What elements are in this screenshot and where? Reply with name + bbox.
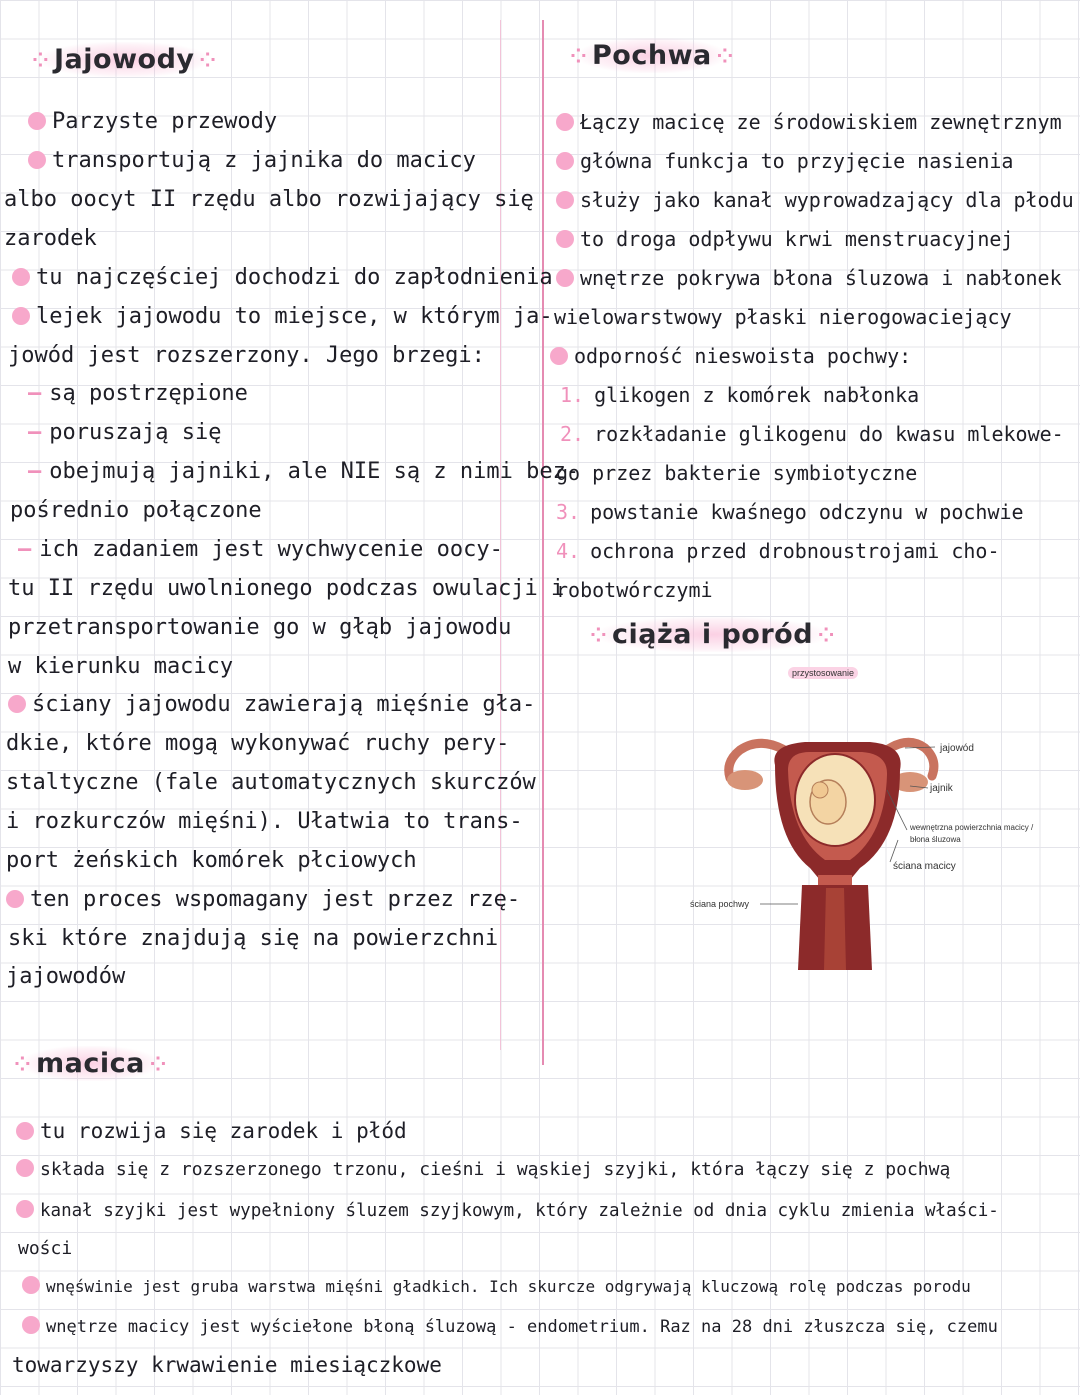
line-text: ich zadaniem jest wychwycenie oocy- xyxy=(39,537,503,562)
list-item xyxy=(6,881,520,919)
text-line: zarodek xyxy=(4,226,97,251)
bullet-dot xyxy=(28,112,46,130)
section-title-ciaza: ⁘ ciąża i poród ⁘ xyxy=(600,617,825,652)
bullet-dot xyxy=(16,1122,34,1140)
numbered-item xyxy=(556,493,1024,531)
bullet-dot xyxy=(556,269,574,287)
text-line: albo oocyt II rzędu albo rozwijający się xyxy=(4,187,534,212)
line-text: odporność nieswoista pochwy: xyxy=(574,344,912,368)
line-text: ten proces wspomagany jest przez rzę- xyxy=(30,887,521,912)
item-number: 3. xyxy=(556,500,581,524)
bullet-dot xyxy=(16,1200,34,1218)
dash-item xyxy=(28,375,248,413)
bullet-dot xyxy=(16,1159,34,1177)
label-sciana-macicy: ściana macicy xyxy=(893,861,956,872)
list-item xyxy=(28,142,476,180)
dash-item xyxy=(18,531,503,569)
line-text: tu najczęściej dochodzi do zapłodnienia xyxy=(36,265,553,290)
numbered-item xyxy=(560,415,1064,453)
label-sciana-pochwy: ściana pochwy xyxy=(690,899,750,909)
vaginal-canal xyxy=(824,888,846,970)
list-item xyxy=(16,1192,999,1230)
bullet-dot xyxy=(556,152,574,170)
text-line: w kierunku macicy xyxy=(8,654,234,679)
line-text: wnętrze pokrywa błona śluzowa i nabłonek xyxy=(580,266,1062,290)
list-item xyxy=(8,686,535,724)
list-item xyxy=(556,259,1062,297)
line-text: powstanie kwaśnego odczynu w pochwie xyxy=(590,500,1024,524)
line-text: Łączy macicę ze środowiskiem zewnętrznym xyxy=(580,110,1062,134)
line-text: glikogen z komórek nabłonka xyxy=(594,383,920,407)
line-text: Parzyste przewody xyxy=(52,109,278,134)
list-item xyxy=(16,1112,407,1150)
ovary-left xyxy=(727,770,763,790)
text-line: jowód jest rozszerzony. Jego brzegi: xyxy=(8,343,485,368)
numbered-item xyxy=(556,532,1000,570)
line-text: rozkładanie glikogenu do kwasu mlekowe- xyxy=(594,422,1064,446)
bullet-dot xyxy=(550,347,568,365)
leader-sciana-macicy xyxy=(890,840,898,862)
bullet-dot xyxy=(28,151,46,169)
line-text: poruszają się xyxy=(49,420,222,445)
section-title-macica: ⁘ macica ⁘ xyxy=(24,1046,157,1081)
line-text: służy jako kanał wyprowadzający dla płodu xyxy=(580,188,1074,212)
bullet-dot xyxy=(556,113,574,131)
dash-item xyxy=(28,414,221,452)
item-number: 4. xyxy=(556,539,581,563)
list-item xyxy=(22,1268,971,1306)
dash-mark: – xyxy=(18,537,32,562)
list-item xyxy=(22,1308,998,1346)
line-text: ochrona przed drobnoustrojami cho- xyxy=(590,539,1000,563)
line-text: wnętrze macicy jest wyściełone błoną śluzową - endometrium. Raz na 28 dni złuszcza się, czemu xyxy=(46,1317,998,1337)
przystosowanie-badge: przystosowanie xyxy=(788,667,858,679)
label-jajnik: jajnik xyxy=(930,783,953,794)
bullet-dot xyxy=(556,230,574,248)
dash-mark: – xyxy=(28,381,42,406)
line-text: kanał szyjki jest wypełniony śluzem szyjkowym, który zależnie od dnia cyklu zmienia właści- xyxy=(40,1201,999,1221)
list-item xyxy=(556,181,1074,219)
text-line: i rozkurczów mięśni). Ułatwia to trans- xyxy=(6,809,523,834)
label-endometrium-1: wewnętrzna powierzchnia macicy / xyxy=(910,823,1034,832)
text-line: wielowarstwowy płaski nierogowaciejący xyxy=(554,305,1012,329)
list-item xyxy=(12,259,553,297)
text-line: staltyczne (fale automatycznych skurczów xyxy=(6,770,536,795)
line-text: obejmują jajniki, ale NIE są z nimi bez- xyxy=(49,459,580,484)
list-item xyxy=(28,103,277,141)
bullet-dot xyxy=(12,307,30,325)
numbered-item xyxy=(560,376,919,414)
line-text: ściany jajowodu zawierają mięśnie gła- xyxy=(32,692,536,717)
text-line: jajowodów xyxy=(6,964,126,989)
dash-item xyxy=(28,453,579,491)
list-item xyxy=(556,142,1013,180)
item-number: 2. xyxy=(560,422,585,446)
dash-mark: – xyxy=(28,420,42,445)
bullet-dot xyxy=(8,695,26,713)
line-text: lejek jajowodu to miejsce, w którym ja- xyxy=(36,304,553,329)
text-line: ski które znajdują się na powierzchni xyxy=(8,926,499,951)
label-endometrium-2: błona śluzowa xyxy=(910,835,961,844)
bullet-dot xyxy=(6,890,24,908)
column-divider xyxy=(542,20,544,1065)
bullet-dot xyxy=(22,1276,40,1294)
bullet-dot xyxy=(556,191,574,209)
list-item xyxy=(16,1151,950,1189)
list-item xyxy=(550,337,911,375)
line-text: wnęświnie jest gruba warstwa mięśni gładkich. Ich skurcze odgrywają kluczową rolę podczas porodu xyxy=(46,1277,971,1296)
line-text: tu rozwija się zarodek i płód xyxy=(40,1119,407,1143)
item-number: 1. xyxy=(560,383,585,407)
line-text: to droga odpływu krwi menstruacyjnej xyxy=(580,227,1014,251)
text-line: towarzyszy krwawienie miesiączkowe xyxy=(12,1353,442,1377)
text-line: przetransportowanie go w głąb jajowodu xyxy=(8,615,512,640)
line-text: główna funkcja to przyjęcie nasienia xyxy=(580,149,1014,173)
list-item xyxy=(556,220,1013,258)
line-text: są postrzępione xyxy=(49,381,248,406)
text-line: go przez bakterie symbiotyczne xyxy=(556,461,918,485)
text-line: wości xyxy=(18,1238,73,1259)
line-text: składa się z rozszerzonego trzonu, cieśni i wąskiej szyjki, która łączy się z pochwą xyxy=(40,1159,951,1180)
dash-mark: – xyxy=(28,459,42,484)
section-title-jajowody: ⁘ Jajowody ⁘ xyxy=(42,42,207,77)
text-line: pośrednio połączone xyxy=(10,498,262,523)
text-line: robotwórczymi xyxy=(556,578,713,602)
text-line: port żeńskich komórek płciowych xyxy=(6,848,417,873)
text-line: tu II rzędu uwolnionego podczas owulacji i xyxy=(8,576,565,601)
list-item xyxy=(556,103,1062,141)
bullet-dot xyxy=(22,1316,40,1334)
bullet-dot xyxy=(12,268,30,286)
line-text: transportują z jajnika do macicy xyxy=(52,148,476,173)
fetus-head xyxy=(812,782,828,798)
list-item xyxy=(12,298,553,336)
section-title-pochwa: ⁘ Pochwa ⁘ xyxy=(580,38,724,73)
text-line: dkie, które mogą wykonywać ruchy pery- xyxy=(6,731,510,756)
label-jajowod: jajowód xyxy=(940,743,974,754)
